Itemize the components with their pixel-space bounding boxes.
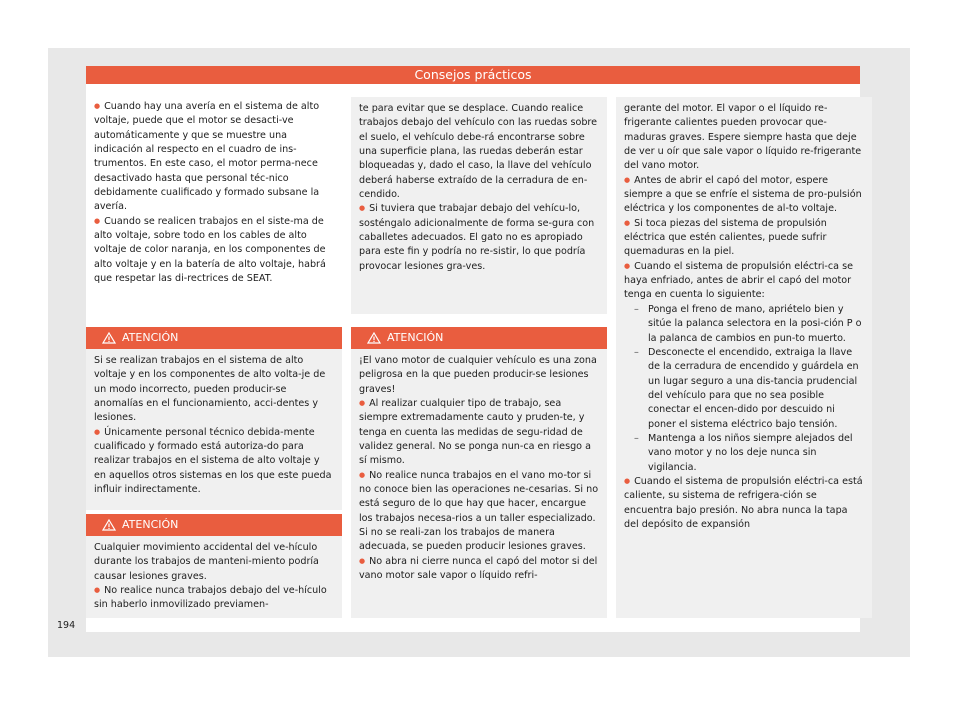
section-header: Consejos prácticos bbox=[86, 66, 860, 84]
warning-bullet: ● No realice nunca trabajos debajo del ve-hículo sin haberlo inmovilizado previamen- bbox=[94, 584, 334, 613]
warning-header bbox=[86, 327, 342, 349]
warning-box-engine-bay bbox=[351, 327, 607, 618]
page-number: 194 bbox=[57, 620, 76, 631]
warning-bullet: ● Si tuviera que trabajar debajo del vehícu-lo, sosténgalo adicionalmente de forma se-gura con caballetes adecuados. El gato no es apropiado para este fin y podría no re-sistir, lo que podría provocar lesiones gra-ves. bbox=[359, 202, 599, 274]
warning-bullet: ● Antes de abrir el capó del motor, espere siempre a que se enfríe el sistema de pro-pulsión eléctrica y los componentes de al-to voltaje. bbox=[624, 174, 864, 217]
warning-triangle-icon bbox=[367, 332, 381, 344]
warning-title: ATENCIÓN bbox=[122, 518, 179, 531]
warning-box-continued bbox=[351, 97, 607, 314]
paragraph-hv-work: ● Cuando se realicen trabajos en el siste-ma de alto voltaje, sobre todo en los cables de alto voltaje de color naranja, en los componentes de alto voltaje y en la batería de alto voltaje, habrá que respetar las di-rectrices de SEAT. bbox=[94, 215, 338, 287]
warning-box-vehicle-move bbox=[86, 514, 342, 618]
warning-triangle-icon bbox=[102, 332, 116, 344]
warning-text: gerante del motor. El vapor o el líquido re-frigerante calientes pueden provocar que-maduras graves. Espere siempre hasta que deje de ver u oír que sale vapor o líquido re-frigerante del vano motor. bbox=[624, 103, 862, 172]
warning-text: ¡El vano motor de cualquier vehículo es una zona peligrosa en la que pueden producir-se lesiones graves! bbox=[359, 355, 597, 395]
warning-triangle-icon bbox=[102, 519, 116, 531]
warning-box-hv bbox=[86, 327, 342, 510]
dash-item: – Ponga el freno de mano, apriételo bien y sitúe la palanca selectora en la posi-ción P o la palanca de cambios en pun-to muerto. bbox=[624, 303, 864, 346]
dash-item: – Mantenga a los niños siempre alejados del vano motor y no los deje nunca sin vigilancia. bbox=[624, 432, 864, 475]
warning-text: te para evitar que se desplace. Cuando realice trabajos debajo del vehículo con las ruedas sobre el suelo, el vehículo debe-rá encontrarse sobre una superficie plana, las ruedas deberán estar bloqueadas y, dado el caso, la llave del vehículo deberá haberse extraído de la cerradura de en-cendido. bbox=[359, 103, 598, 201]
warning-bullet: ● Al realizar cualquier tipo de trabajo, sea siempre extremadamente cauto y pruden-te, y tenga en cuenta las medidas de segu-ridad de validez general. No se ponga nun-ca en riesgo a sí mismo. bbox=[359, 397, 599, 469]
warning-bullet: ● No abra ni cierre nunca el capó del motor si del vano motor sale vapor o líquido refri- bbox=[359, 555, 599, 584]
warning-title: ATENCIÓN bbox=[387, 331, 444, 344]
warning-text: Si se realizan trabajos en el sistema de alto voltaje y en los componentes de alto volta-je de un modo incorrecto, pueden producir-se anomalías en el funcionamiento, acci-dentes y lesiones. bbox=[94, 355, 326, 424]
warning-header bbox=[351, 327, 607, 349]
paragraph-hv-fault: ● Cuando hay una avería en el sistema de alto voltaje, puede que el motor se desacti-ve automáticamente y que se muestre una indicación al respecto en el cuadro de ins-trumentos. En este caso, el motor perma-nece desactivado hasta que personal téc-nico debidamente cualificado y formado subsane la avería. bbox=[94, 100, 338, 215]
warning-bullet: ● Únicamente personal técnico debida-mente cualificado y formado está autoriza-do para realizar trabajos en el sistema de alto voltaje y en aquellos otros sistemas en los que este pueda influir indirectamente. bbox=[94, 426, 334, 498]
warning-title: ATENCIÓN bbox=[122, 331, 179, 344]
warning-header bbox=[86, 514, 342, 536]
column-1 bbox=[94, 100, 338, 286]
warning-bullet: ● Si toca piezas del sistema de propulsión eléctrica que estén calientes, puede sufrir quemaduras en la piel. bbox=[624, 217, 864, 260]
warning-bullet: ● Cuando el sistema de propulsión eléctri-ca se haya enfriado, antes de abrir el capó del motor tenga en cuenta lo siguiente: bbox=[624, 260, 864, 303]
warning-bullet: ● No realice nunca trabajos en el vano mo-tor si no conoce bien las operaciones ne-cesarias. Si no está seguro de lo que hay que hacer, encargue los trabajos necesa-rios a un taller especializado. Si no se reali-zan los trabajos de manera adecuada, se pueden producir lesiones graves. bbox=[359, 469, 599, 555]
warning-bullet: ● Cuando el sistema de propulsión eléctri-ca está caliente, su sistema de refrigera-ción se encuentra bajo presión. No abra nunca la tapa del depósito de expansión bbox=[624, 475, 864, 532]
warning-text: Cualquier movimiento accidental del ve-hículo durante los trabajos de manteni-miento podría causar lesiones graves. bbox=[94, 542, 319, 582]
warning-box-engine-bay-continued bbox=[616, 97, 872, 618]
dash-item: – Desconecte el encendido, extraiga la llave de la cerradura de encendido y guárdela en un lugar seguro a una dis-tancia prudencial del vehículo para que no sea posible conectar el encen-dido por descuido ni poner el sistema eléctrico bajo tensión. bbox=[624, 346, 864, 432]
